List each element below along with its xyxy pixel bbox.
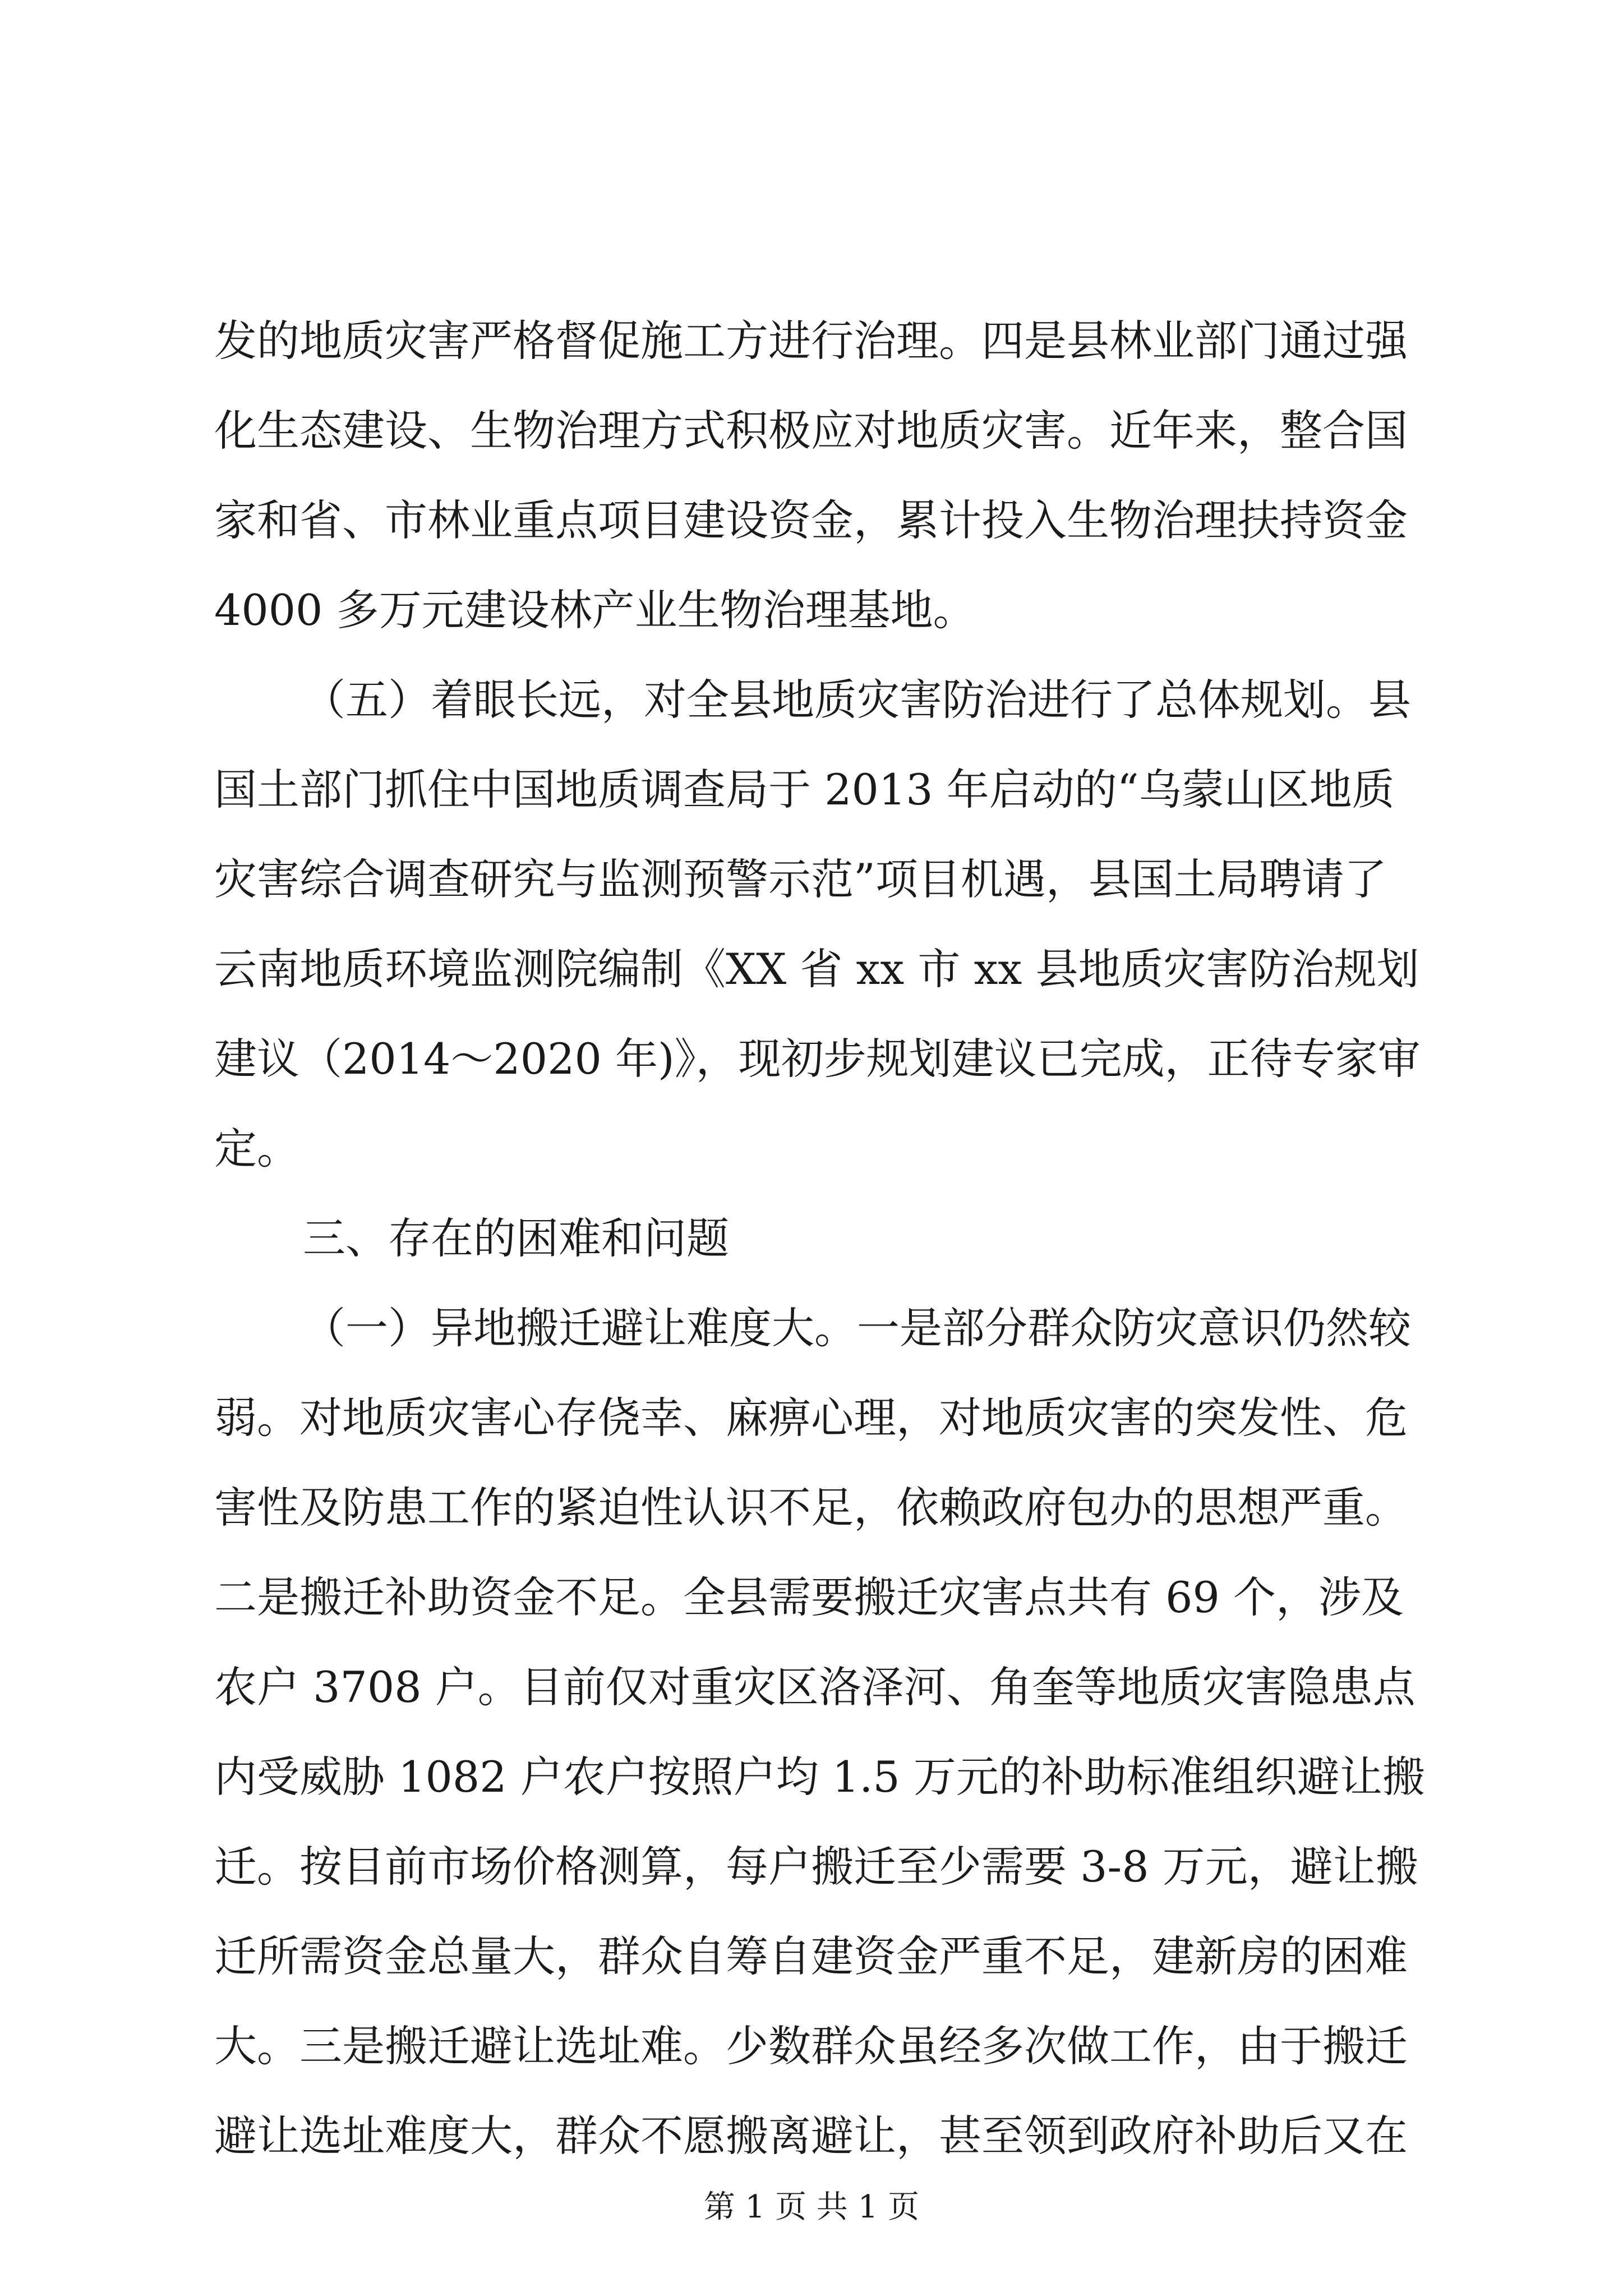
text-line: 迁所需资金总量大，群众自筹自建资金严重不足，建新房的困难 <box>214 1931 1408 1981</box>
text-line: 弱。对地质灾害心存侥幸、麻痹心理，对地质灾害的突发性、危 <box>214 1393 1408 1443</box>
text-line: 云南地质环境监测院编制《XX 省 xx 市 xx 县地质灾害防治规划 <box>214 944 1419 994</box>
text-line: 大。三是搬迁避让选址难。少数群众虽经多次做工作，由于搬迁 <box>214 2021 1408 2071</box>
text-line: 灾害综合调查研究与监测预警示范”项目机遇，县国土局聘请了 <box>214 854 1387 904</box>
text-line: 二是搬迁补助资金不足。全县需要搬迁灾害点共有 69 个，涉及 <box>214 1572 1404 1622</box>
section-heading: 三、存在的困难和问题 <box>303 1213 729 1263</box>
text-line: 4000 多万元建设林产业生物治理基地。 <box>214 585 976 635</box>
text-line: 内受威胁 1082 户农户按照户均 1.5 万元的补助标准组织避让搬 <box>214 1752 1425 1802</box>
text-line: 农户 3708 户。目前仅对重灾区洛泽河、角奎等地质灾害隐患点 <box>214 1662 1415 1712</box>
text-line: （一）异地搬迁避让难度大。一是部分群众防灾意识仍然较 <box>303 1303 1411 1353</box>
text-line: 发的地质灾害严格督促施工方进行治理。四是县林业部门通过强 <box>214 316 1408 366</box>
text-line: 害性及防患工作的紧迫性认识不足，依赖政府包办的思想严重。 <box>214 1483 1408 1533</box>
text-line: 避让选址难度大，群众不愿搬离避让，甚至领到政府补助后又在 <box>214 2111 1408 2161</box>
text-line: （五）着眼长远，对全县地质灾害防治进行了总体规划。县 <box>303 675 1411 725</box>
text-line: 建议（2014～2020 年)》，现初步规划建议已完成，正待专家审 <box>214 1034 1421 1084</box>
page-footer: 第 1 页 共 1 页 <box>703 2189 920 2225</box>
text-line: 迁。按目前市场价格测算，每户搬迁至少需要 3-8 万元，避让搬 <box>214 1842 1418 1892</box>
text-line: 化生态建设、生物治理方式积极应对地质灾害。近年来，整合国 <box>214 406 1408 455</box>
text-line: 定。 <box>214 1124 299 1174</box>
text-line: 家和省、市林业重点项目建设资金，累计投入生物治理扶持资金 <box>214 495 1408 545</box>
text-line: 国土部门抓住中国地质调查局于 2013 年启动的“乌蒙山区地质 <box>214 765 1395 815</box>
